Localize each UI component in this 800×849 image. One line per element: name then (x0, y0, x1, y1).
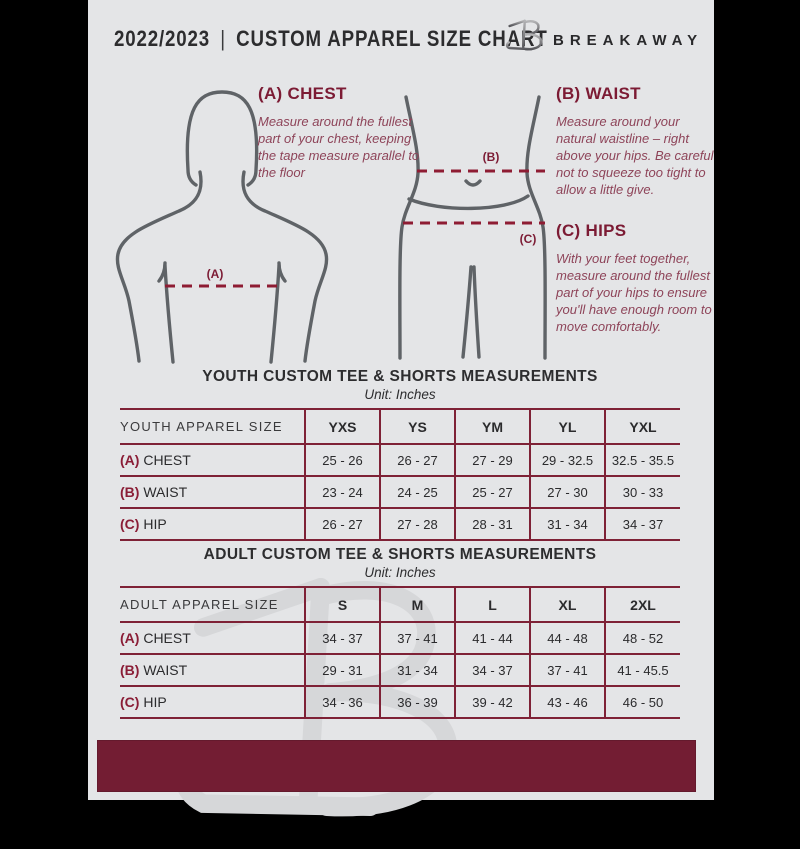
breakaway-b-logo-icon (504, 15, 548, 60)
adult-size-header: ADULT APPAREL SIZE (120, 597, 279, 612)
youth-header-row (120, 409, 680, 444)
instruction-hips-text: With your feet together, measure around the fullest part of your hips to ensure you'll have enough room to move comfortably. (556, 251, 712, 334)
instruction-waist (556, 84, 718, 198)
footer-bar (97, 740, 696, 792)
instruction-waist-text: Measure around your natural waistline – right above your hips. Be careful not to squeeze too tight to allow a little give. (556, 114, 714, 197)
youth-waist-row: (B) WAIST 23 - 24 24 - 25 25 - 27 27 - 30 30 - 33 (120, 476, 680, 508)
size-col-yl: YL (530, 409, 605, 444)
page-header (114, 26, 548, 52)
instruction-hips-heading: (C) HIPS (556, 221, 627, 240)
waist-marker-label: (B) (482, 150, 500, 164)
youth-chest-row: (A) CHEST 25 - 26 26 - 27 27 - 29 29 - 32.5 32.5 - 35.5 (120, 444, 680, 476)
brand-name: BREAKAWAY (553, 32, 704, 49)
instruction-chest-text: Measure around the fullest part of your chest, keeping the tape measure parallel to the floor (258, 114, 420, 180)
instruction-chest (258, 84, 426, 181)
adult-header-row (120, 587, 680, 622)
size-col-l: L (455, 587, 530, 622)
instruction-chest-heading: (A) CHEST (258, 84, 347, 103)
size-col-ym: YM (455, 409, 530, 444)
edition-label: 2022/2023 (114, 26, 211, 51)
size-col-s: S (305, 587, 380, 622)
youth-size-table (120, 408, 680, 541)
adult-table-title: ADULT CUSTOM TEE & SHORTS MEASUREMENTS (203, 546, 597, 563)
instruction-hips (556, 221, 728, 335)
youth-table-unit: Unit: Inches (364, 387, 436, 402)
hip-marker-label: (C) (519, 232, 537, 246)
youth-table-title: YOUTH CUSTOM TEE & SHORTS MEASUREMENTS (202, 368, 598, 385)
adult-waist-row: (B) WAIST 29 - 31 31 - 34 34 - 37 37 - 41 41 - 45.5 (120, 654, 680, 686)
size-chart-page (88, 0, 714, 800)
size-col-ys: YS (380, 409, 455, 444)
youth-size-header: YOUTH APPAREL SIZE (120, 419, 283, 434)
size-col-yxs: YXS (305, 409, 380, 444)
instruction-waist-heading: (B) WAIST (556, 84, 641, 103)
adult-table-unit: Unit: Inches (364, 565, 436, 580)
chest-marker-label: (A) (206, 267, 224, 281)
size-col-m: M (380, 587, 455, 622)
size-col-yxl: YXL (605, 409, 680, 444)
adult-size-table (120, 586, 680, 719)
size-col-xl: XL (530, 587, 605, 622)
header-divider: | (220, 26, 226, 51)
youth-hip-row: (C) HIP 26 - 27 27 - 28 28 - 31 31 - 34 34 - 37 (120, 508, 680, 540)
adult-chest-row: (A) CHEST 34 - 37 37 - 41 41 - 44 44 - 48 48 - 52 (120, 622, 680, 654)
size-col-2xl: 2XL (605, 587, 680, 622)
page-title: CUSTOM APPAREL SIZE CHART (236, 26, 548, 51)
adult-hip-row: (C) HIP 34 - 36 36 - 39 39 - 42 43 - 46 46 - 50 (120, 686, 680, 718)
